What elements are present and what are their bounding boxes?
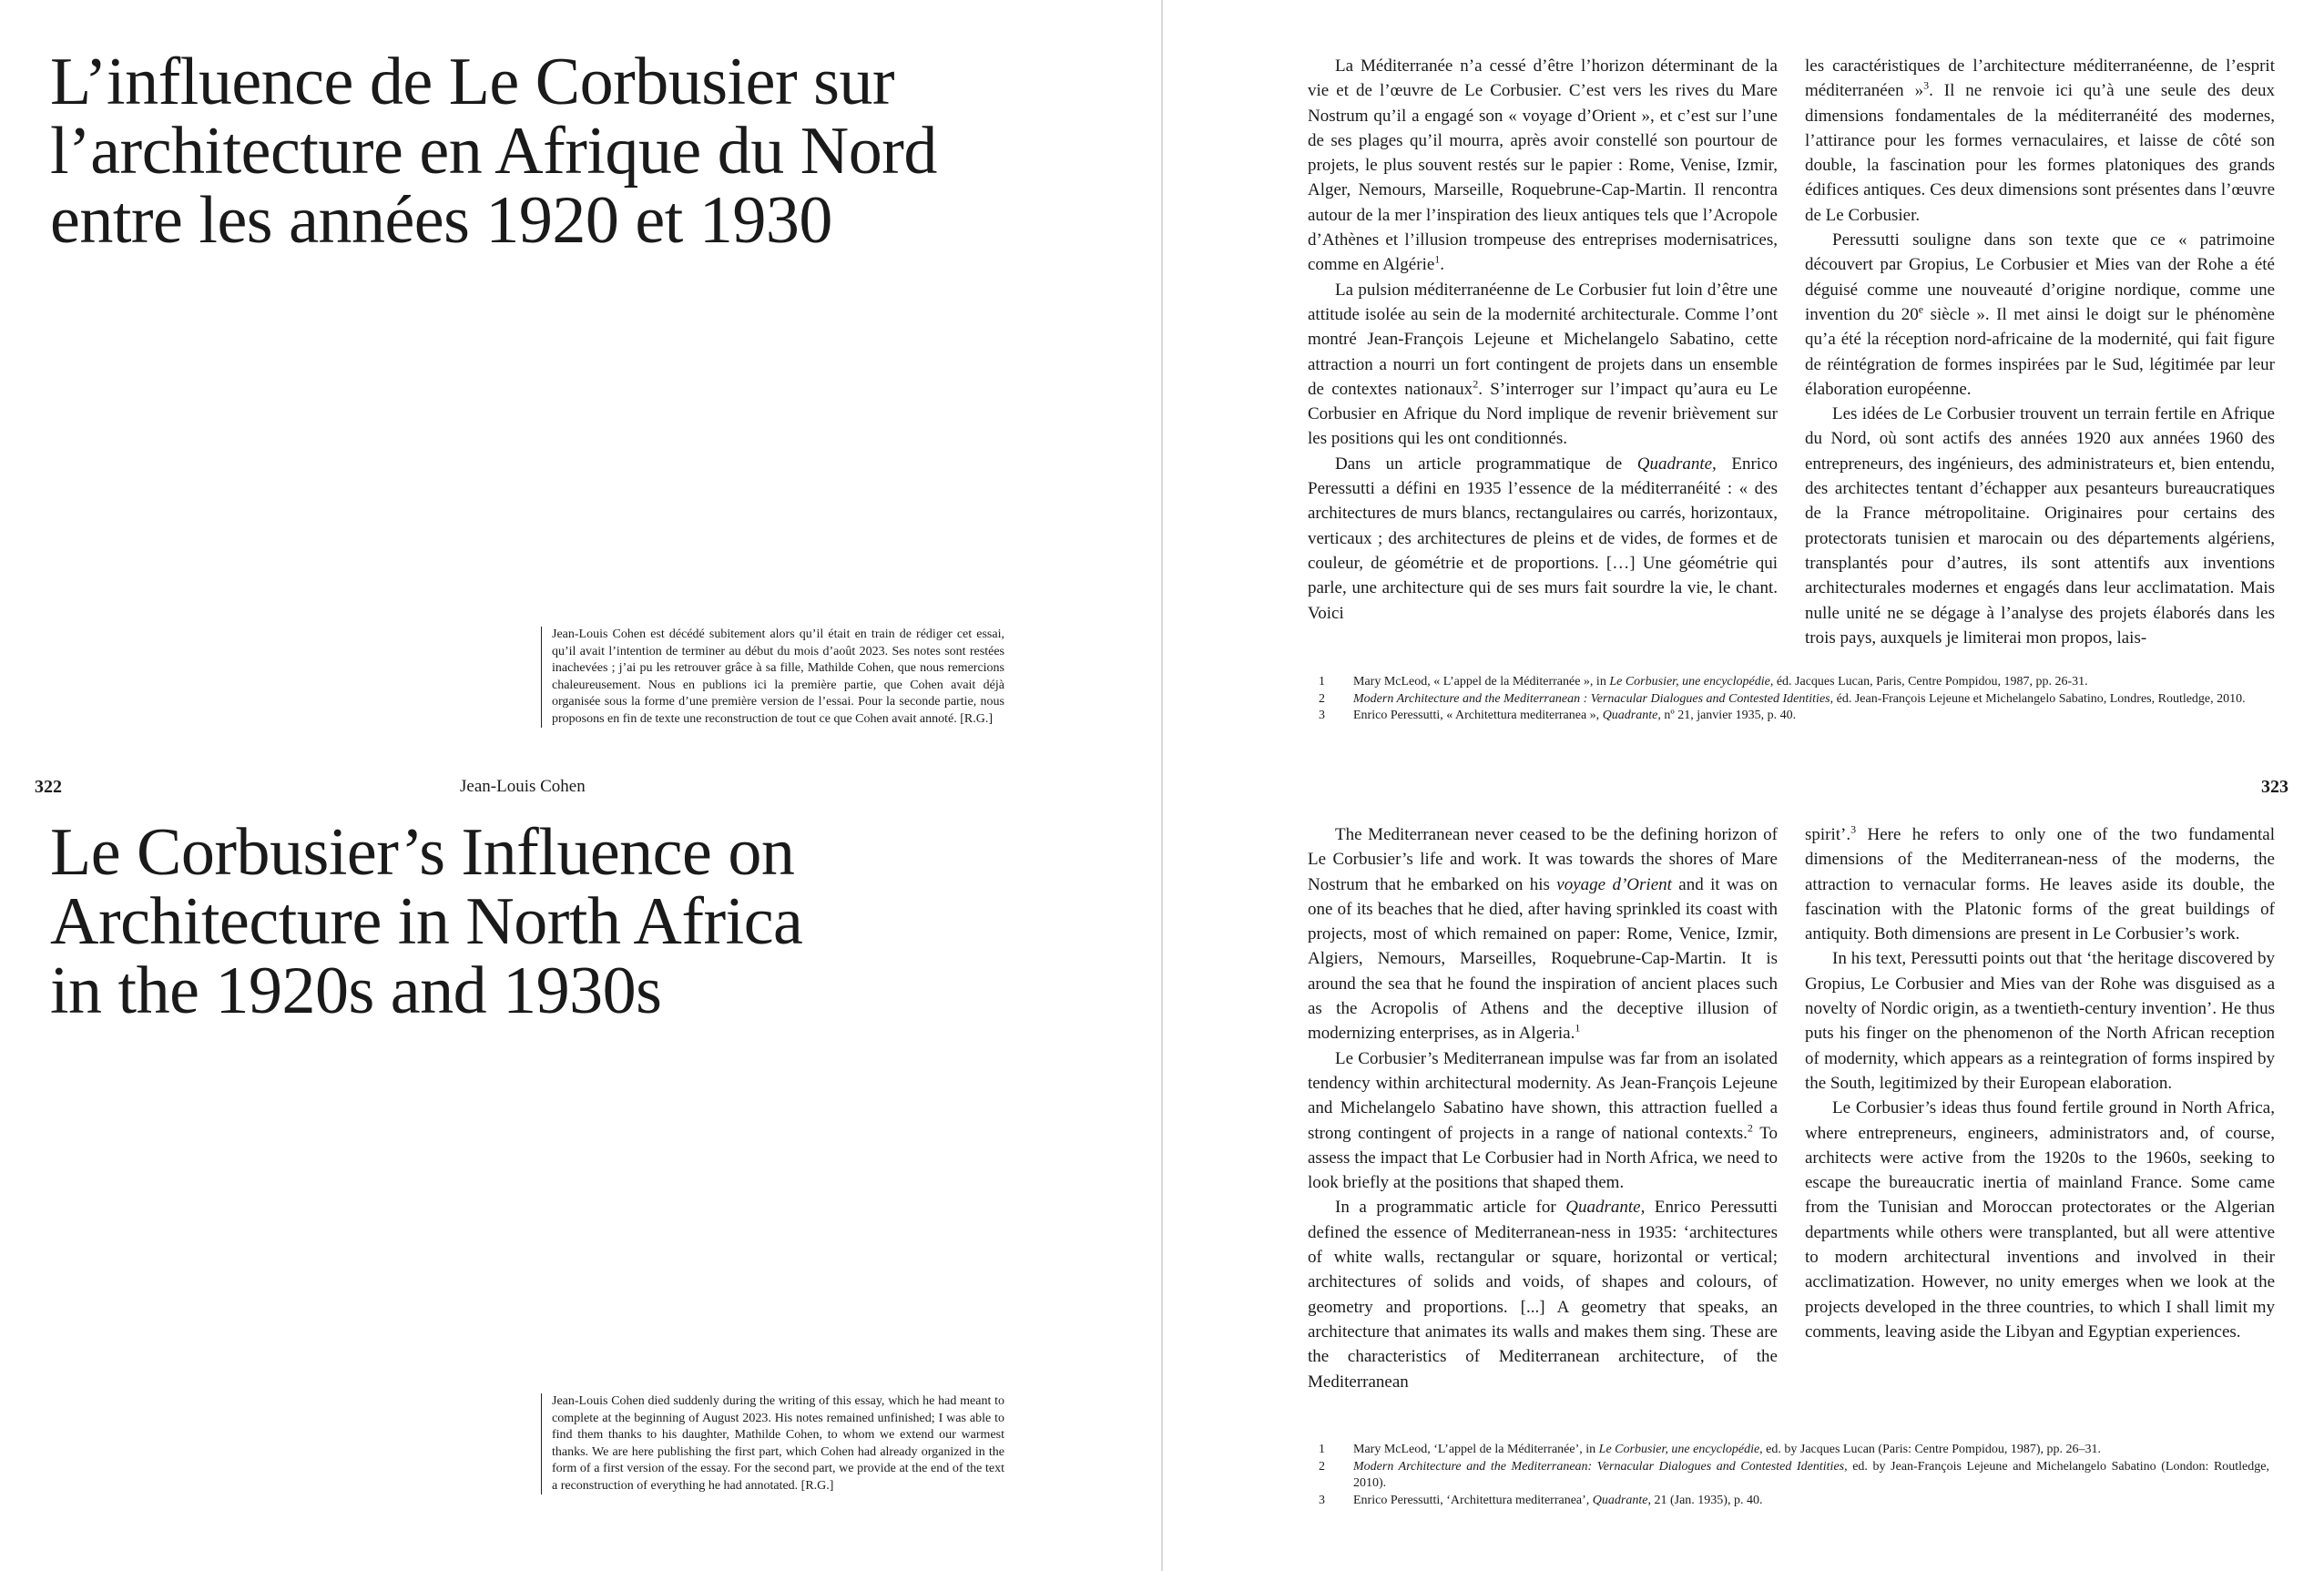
- footnote-marker: 1: [1575, 1022, 1581, 1035]
- title-line: Architecture in North Africa: [50, 884, 803, 959]
- left-page: [0, 0, 1161, 1571]
- french-column-2: [1805, 54, 2275, 650]
- paragraph: In a programmatic article for Quadrante, Enrico Peressutti defined the essence of Mediterranean-ness in 1935: ‘architectures of white walls, rectangular or square, horizontal or vertical; architectures of solids and voids, of shapes and colours, of geometry and proportions. [...] A geometry that speaks, an architecture that animates its walls and makes them sing. These are the characteristics of Mediterranean architecture, of the Mediterranean: [1308, 1198, 1778, 1392]
- footnote: 2 Modern Architecture and the Mediterranean: Vernacular Dialogues and Contested Identities, ed. by Jean-François Lejeune and Michelangelo Sabatino (London: Routledge, 2010).: [1319, 1459, 2269, 1490]
- footnote: 3 Enrico Peressutti, « Architettura mediterranea », Quadrante, nº 21, janvier 1935, p. 40.: [1319, 709, 1797, 722]
- french-body: [1308, 54, 2275, 650]
- french-column-1: [1308, 54, 1778, 650]
- title-french: [50, 45, 1097, 258]
- title-english: [50, 815, 1097, 1028]
- paragraph: spirit’.$^3$ Here he refers to only one of the two fundamental dimensions of the Mediterranean-ness of the moderns, the attraction to vernacular forms. He leaves aside its double, the fascination with the Platonic forms of the great buildings of antiquity. Both dimensions are present in Le Corbusier’s work.: [1805, 822, 2275, 944]
- page-number-right: 323: [2261, 777, 2288, 797]
- english-column-2: [1805, 822, 2275, 1394]
- paragraph: Le Corbusier’s ideas thus found fertile ground in North Africa, where entrepreneurs, engineers, administrators and, of course, architects were active from the 1920s to the 1960s, seeking to escape the bureaucratic inertia of mainland France. Some came from the Tunisian and Moroccan protectorates or the Algerian departments while others were transplanted, but all were attentive to modern architectural inventions and involved in their acclimatization. However, no unity emerges when we look at the projects developed in the three countries, to which I shall limit my comments, leaving aside the Libyan and Egyptian experiences.: [1805, 1098, 2275, 1341]
- footnote-marker: 2: [1473, 377, 1479, 391]
- english-column-1: [1308, 822, 1778, 1394]
- paragraph: The Mediterranean never ceased to be the defining horizon of Le Corbusier’s life and work. It was towards the shores of Mare Nostrum that he embarked on his voyage d’Orient and it was on one of its beaches that he died, after having sprinkled its coast with projects, most of which remained on paper: Rome, Venice, Izmir, Algiers, Nemours, Marseilles, Roquebrune-Cap-Martin. It is around the sea that he found the inspiration of ancient places such as the Acropolis of Athens and the deceptive illusion of modernizing enterprises, as in Algeria.$^1$: [1308, 825, 1778, 1044]
- paragraph: La pulsion méditerranéenne de Le Corbusier fut loin d’être une attitude isolée au sein de la modernité architecturale. Comme l’ont montré Jean-François Lejeune et Michelangelo Sabatino, cette attraction a nourri un fort contingent de projets dans un ensemble de contextes nationaux$^2$. S’interroger sur l’impact qu’aura eu Le Corbusier en Afrique du Nord implique de revenir brièvement sur les positions qui les ont conditionnés.: [1308, 280, 1778, 449]
- editor-note-english: Jean-Louis Cohen died suddenly during the writing of this essay, which he had meant to complete at the beginning of August 2023. His notes remained unfinished; I was able to find them thanks to his daughter, Mathilde Cohen, to whom we extend our warmest thanks. We are here publishing the first part, which Cohen had already organized in the form of a first version of the essay. For the second part, we provide at the end of the text a reconstruction of everything he had annotated. [R.G.]: [541, 1393, 1004, 1494]
- footnote: 2 Modern Architecture and the Mediterranean : Vernacular Dialogues and Contested Identities, éd. Jean-François Lejeune et Michelangelo Sabatino, Londres, Routledge, 2010.: [1319, 691, 2246, 706]
- editor-note-french: Jean-Louis Cohen est décédé subitement alors qu’il était en train de rédiger cet essai, qu’il avait l’intention de terminer au début du mois d’août 2023. Ses notes sont restées inachevées ; j’ai pu les retrouver grâce à sa fille, Mathilde Cohen, que nous remercions chaleureusement. Nous en publions ici la première partie, que Cohen avait déjà organisée sous la forme d’une première version de l’essai. Pour la seconde partie, nous proposons en fin de texte une reconstruction de tout ce que Cohen avait annoté. [R.G.]: [541, 627, 1004, 728]
- footnote: 3 Enrico Peressutti, ‘Architettura mediterranea’, Quadrante, 21 (Jan. 1935), p. 40.: [1319, 1493, 1763, 1507]
- footnote: 1 Mary McLeod, ‘L’appel de la Méditerranée’, in Le Corbusier, une encyclopédie, ed. by Jacques Lucan (Paris: Centre Pompidou, 1987), pp. 26–31.: [1319, 1443, 2101, 1456]
- footnote-marker: 1: [1434, 253, 1441, 267]
- title-line: Le Corbusier’s Influence on: [50, 815, 795, 890]
- paragraph: Dans un article programmatique de Quadrante, Enrico Peressutti a défini en 1935 l’essence de la méditerranéité : « des architectures de murs blancs, rectangulaires ou carrés, horizontaux, verticaux ; des architectures de pleins et de vides, de formes et de couleur, de géométrie et de proportions. […] Une géométrie qui parle, une architecture qui de ses murs fait sourdre la vie, le chant. Voici: [1308, 454, 1778, 623]
- english-body: [1308, 822, 2275, 1394]
- french-footnotes: [1308, 674, 2269, 725]
- page-number-left: 322: [35, 777, 62, 797]
- running-head-author: Jean-Louis Cohen: [460, 777, 586, 796]
- footnote-marker: 3: [1850, 822, 1857, 836]
- paragraph: Les idées de Le Corbusier trouvent un terrain fertile en Afrique du Nord, où sont actifs des années 1920 aux années 1960 des entrepreneurs, des ingénieurs, des administrateurs et, bien entendu, des architectes tentant d’échapper aux pesanteurs bureaucratiques de la France métropolitaine. Originaires pour certains des protectorats tunisien et marocain ou des départements algériens, transplantés pour d’autres, ils sont attentifs aux inventions architecturales modernes et engagés dans leur acclimatation. Mais nulle unité ne se dégage à l’analyse des projets élaborés dans les trois pays, auxquels je limiterai mon propos, lais-: [1805, 404, 2275, 648]
- paragraph: les caractéristiques de l’architecture méditerranéenne, de l’esprit méditerranéen »$^3$. Il ne renvoie ici qu’à une seule des deux dimensions fondamentales de la méditerranéité des modernes, l’attirance pour les formes vernaculaires, et laisse de côté son double, la fascination pour les formes platoniques des grands édifices antiques. Ces deux dimensions sont présentes dans l’œuvre de Le Corbusier.: [1805, 56, 2276, 225]
- title-line: l’architecture en Afrique du Nord: [50, 114, 937, 189]
- footnote: 1 Mary McLeod, « L’appel de la Méditerranée », in Le Corbusier, une encyclopédie, éd. Jacques Lucan, Paris, Centre Pompidou, 1987, pp. 26-31.: [1319, 675, 2088, 689]
- footnote-marker: 2: [1747, 1121, 1753, 1135]
- paragraph: Peressutti souligne dans son texte que ce « patrimoine découvert par Gropius, Le Corbusier et Mies van der Rohe a été déguisé comme une nouveauté d’origine nordique, comme une invention du 20e siècle ». Il met ainsi le doigt sur le phénomène qu’a été la réception nord-africaine de la modernité, qui fait figure de réintégration de formes inspirées par le Sud, légitimée par leur élaboration européenne.: [1805, 230, 2275, 399]
- english-footnotes: [1308, 1442, 2269, 1509]
- right-page: [1163, 0, 2324, 1571]
- title-line: entre les années 1920 et 1930: [50, 183, 832, 258]
- paragraph: In his text, Peressutti points out that ‘the heritage discovered by Gropius, Le Corbusier and Mies van der Rohe was disguised as a novelty of Nordic origin, as a twentieth-century invention’. He thus puts his finger on the phenomenon of the North African reception of modernity, which appears as a reintegration of forms inspired by the South, legitimized by their European elaboration.: [1805, 949, 2275, 1093]
- footnote-marker: 3: [1923, 78, 1930, 92]
- paragraph: La Méditerranée n’a cessé d’être l’horizon déterminant de la vie et de l’œuvre de Le Corbusier. C’est vers les rives du Mare Nostrum qu’il a engagé son « voyage d’Orient », et c’est sur l’une de ses plages qu’il mourra, après avoir constellé son pourtour de projets, le plus souvent restés sur le papier : Rome, Venise, Izmir, Alger, Nemours, Marseille, Roquebrune-Cap-Martin. Il rencontra autour de la mer l’inspiration des lieux antiques tels que l’Acropole d’Athènes et l’illusion trompeuse des entreprises modernisatrices, comme en Algérie$^1$.: [1308, 56, 1778, 275]
- paragraph: Le Corbusier’s Mediterranean impulse was far from an isolated tendency within architectural modernity. As Jean-François Lejeune and Michelangelo Sabatino have shown, this attraction fuelled a strong contingent of projects in a range of national contexts.$^2$ To assess the impact that Le Corbusier had in North Africa, we need to look briefly at the positions that shaped them.: [1308, 1048, 1778, 1193]
- title-line: in the 1920s and 1930s: [50, 954, 662, 1028]
- title-line: L’influence de Le Corbusier sur: [50, 45, 895, 119]
